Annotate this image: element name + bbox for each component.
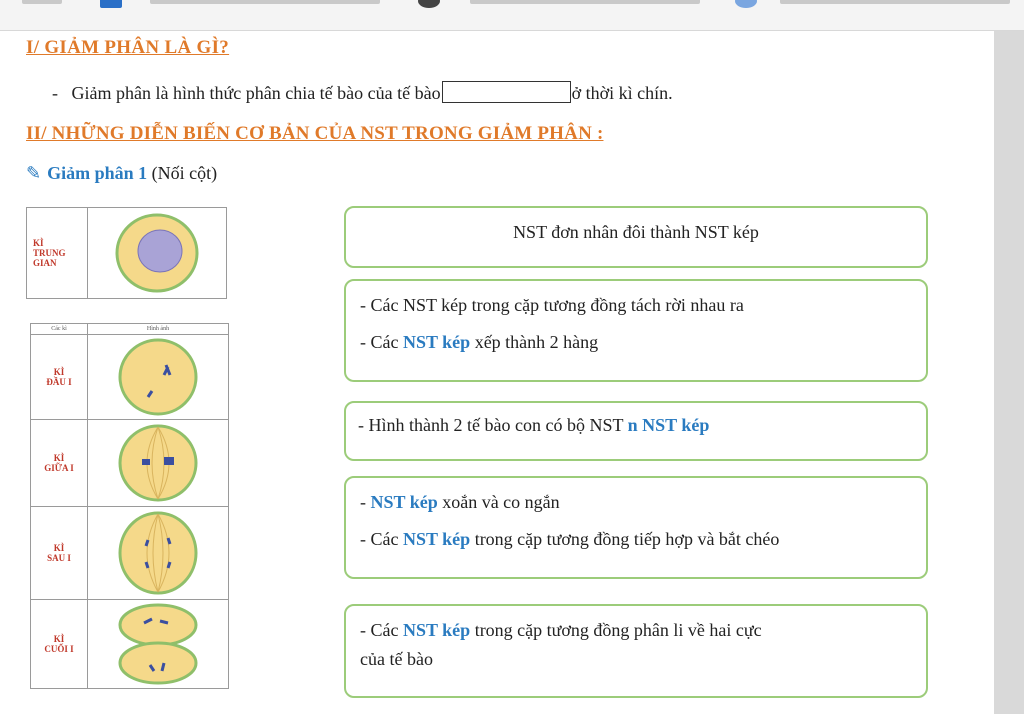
section-heading-1: I/ GIẢM PHÂN LÀ GÌ? [26, 37, 230, 58]
toolbar-blur [470, 0, 700, 4]
box-line: của tế bào [360, 649, 433, 669]
col-header: Các kì [31, 324, 88, 335]
phase-image-cell [88, 600, 229, 689]
section-heading-2: II/ NHỮNG DIỄN BIẾN CƠ BẢN CỦA NST TRONG GIẢM PHÂN : [26, 123, 604, 144]
toolbar-blur [150, 0, 380, 4]
sentence-before: Giảm phân là hình thức phân chia tế bào của tế bào [71, 83, 441, 103]
browser-toolbar [0, 0, 1024, 31]
metaphase-cell-image [116, 423, 200, 503]
bullet-dash: - [52, 83, 67, 103]
description-box[interactable] [344, 206, 928, 268]
toolbar-blur [780, 0, 1010, 4]
phase-label-cell: KÌ GIỮA I [31, 420, 88, 507]
box-line: NST đơn nhân đôi thành NST kép [513, 222, 759, 242]
subheading [26, 163, 217, 184]
fill-in-sentence [52, 81, 673, 104]
telophase-cell-image [116, 603, 200, 685]
page-margin-right [994, 31, 1024, 714]
description-box[interactable] [344, 279, 928, 382]
box-line: - Các NST kép trong cặp tương đồng tách rời nhau ra [360, 295, 744, 315]
tab-icon[interactable] [418, 0, 440, 8]
prophase-cell-image [116, 337, 200, 417]
answer-blank[interactable] [442, 81, 571, 103]
bookmark-icon[interactable] [100, 0, 122, 8]
description-box[interactable] [344, 604, 928, 698]
box-line: - Các NST kép trong cặp tương đồng tiếp hợp và bắt chéo [360, 529, 780, 549]
box-line: - Các NST kép xếp thành 2 hàng [360, 332, 599, 352]
subheading-blue: Giảm phân 1 [47, 163, 148, 183]
document-page [0, 31, 994, 714]
phase-label-cell: KÌ SAU I [31, 507, 88, 600]
pencil-icon: ✎ [26, 163, 42, 183]
meiosis-phase-table [30, 323, 229, 689]
phase-label-cell: KÌ ĐẦU I [31, 335, 88, 420]
sentence-after: ở thời kì chín. [571, 83, 673, 103]
interphase-table [26, 207, 227, 299]
box-line: - Các NST kép trong cặp tương đồng phân li về hai cực [360, 620, 762, 640]
tab-icon[interactable] [735, 0, 757, 8]
description-box[interactable] [344, 401, 928, 461]
phase-image-cell [88, 335, 229, 420]
anaphase-cell-image [116, 510, 200, 596]
phase-image-cell [88, 420, 229, 507]
phase-label-cell: KÌ CUỐI I [31, 600, 88, 689]
col-header: Hình ảnh [88, 324, 229, 335]
phase-label-cell: KÌ TRUNG GIAN [27, 208, 88, 299]
box-line: - NST kép xoắn và co ngắn [360, 492, 560, 512]
phase-image-cell [88, 507, 229, 600]
description-box[interactable] [344, 476, 928, 579]
phase-image-cell [88, 208, 227, 299]
subheading-note: (Nối cột) [151, 163, 218, 183]
box-line: - Hình thành 2 tế bào con có bộ NST n NST kép [358, 415, 710, 435]
interphase-cell-image [112, 211, 202, 295]
toolbar-blur [22, 0, 62, 4]
